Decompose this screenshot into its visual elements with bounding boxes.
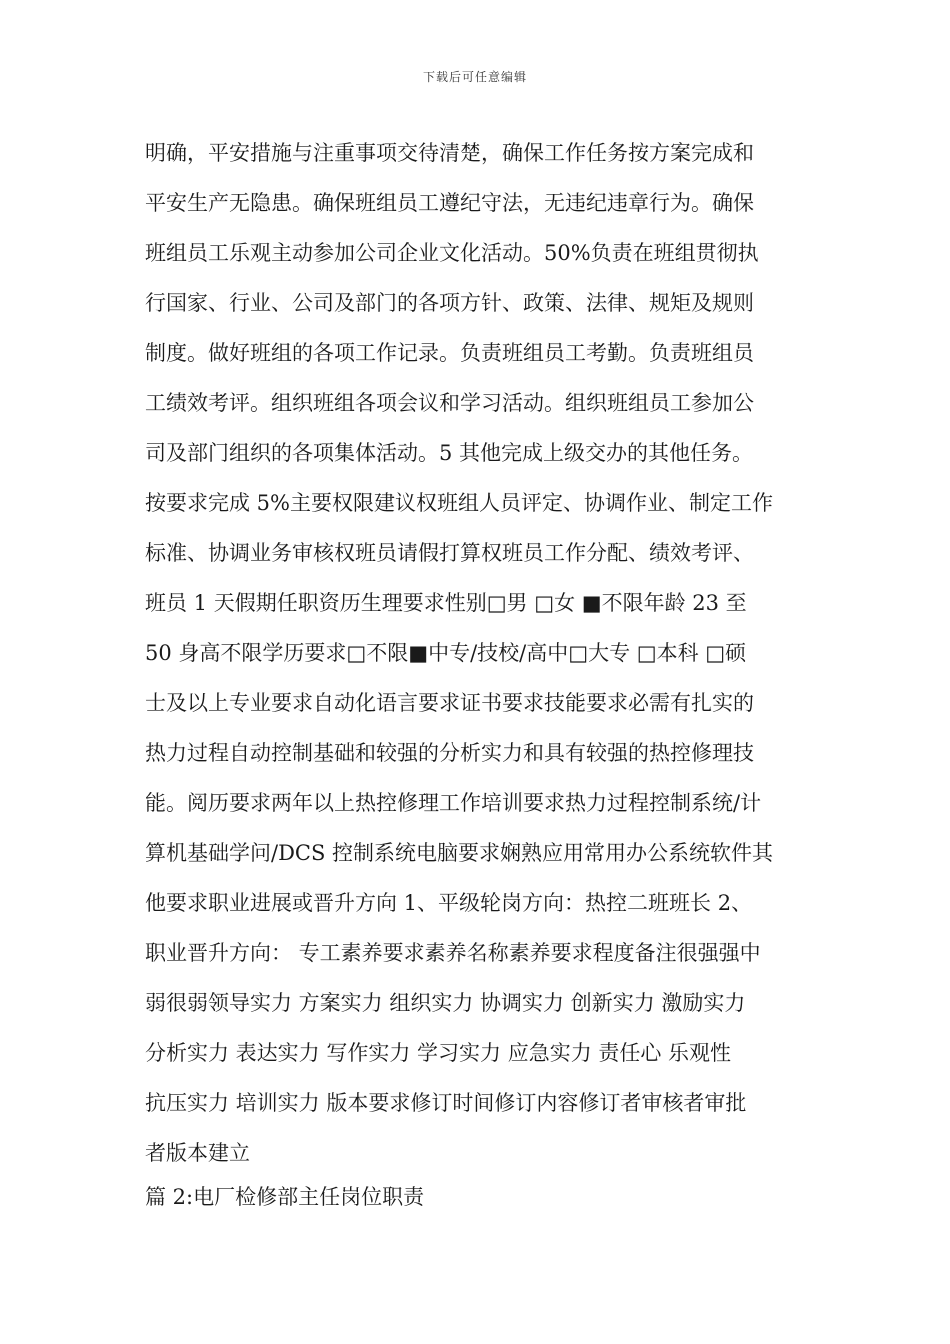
body-line: 热力过程自动控制基础和较强的分析实力和具有较强的热控修理技 — [145, 741, 754, 765]
body-line: 抗压实力 培训实力 版本要求修订时间修订内容修订者审核者审批 — [145, 1091, 747, 1115]
body-line: 弱很弱领导实力 方案实力 组织实力 协调实力 创新实力 激励实力 — [145, 991, 746, 1015]
document-body — [145, 128, 810, 1178]
body-line: 职业晋升方向： 专工素养要求素养名称素养要求程度备注很强强中 — [145, 941, 761, 965]
body-line: 标准、协调业务审核权班员请假打算权班员工作分配、绩效考评、 — [145, 541, 754, 565]
body-line: 司及部门组织的各项集体活动。5 其他完成上级交办的其他任务。 — [145, 441, 754, 465]
body-line: 50 身高不限学历要求□不限■中专/技校/高中□大专 □本科 □硕 — [145, 641, 747, 665]
body-line: 平安生产无隐患。确保班组员工遵纪守法，无违纪违章行为。确保 — [145, 191, 754, 215]
body-line: 按要求完成 5%主要权限建议权班组人员评定、协调作业、制定工作 — [145, 491, 773, 515]
section-heading: 篇 2:电厂检修部主任岗位职责 — [145, 1185, 425, 1209]
body-line: 制度。做好班组的各项工作记录。负责班组员工考勤。负责班组员 — [145, 341, 754, 365]
body-line: 分析实力 表达实力 写作实力 学习实力 应急实力 责任心 乐观性 — [145, 1041, 732, 1065]
body-line: 班组员工乐观主动参加公司企业文化活动。50%负责在班组贯彻执 — [145, 241, 759, 265]
body-line: 能。阅历要求两年以上热控修理工作培训要求热力过程控制系统/计 — [145, 791, 762, 815]
body-line: 行国家、行业、公司及部门的各项方针、政策、法律、规矩及规则 — [145, 291, 754, 315]
body-line: 算机基础学问/DCS 控制系统电脑要求娴熟应用常用办公系统软件其 — [145, 841, 774, 865]
body-line: 士及以上专业要求自动化语言要求证书要求技能要求必需有扎实的 — [145, 691, 754, 715]
body-line: 明确，平安措施与注重事项交待清楚，确保工作任务按方案完成和 — [145, 141, 754, 165]
body-line: 班员 1 天假期任职资历生理要求性别□男 □女 ■不限年龄 23 至 — [145, 591, 747, 615]
body-line: 他要求职业进展或晋升方向 1、平级轮岗方向：热控二班班长 2、 — [145, 891, 753, 915]
body-line: 工绩效考评。组织班组各项会议和学习活动。组织班组员工参加公 — [145, 391, 754, 415]
body-line: 者版本建立 — [145, 1141, 250, 1165]
page-header: 下载后可任意编辑 — [422, 70, 527, 84]
